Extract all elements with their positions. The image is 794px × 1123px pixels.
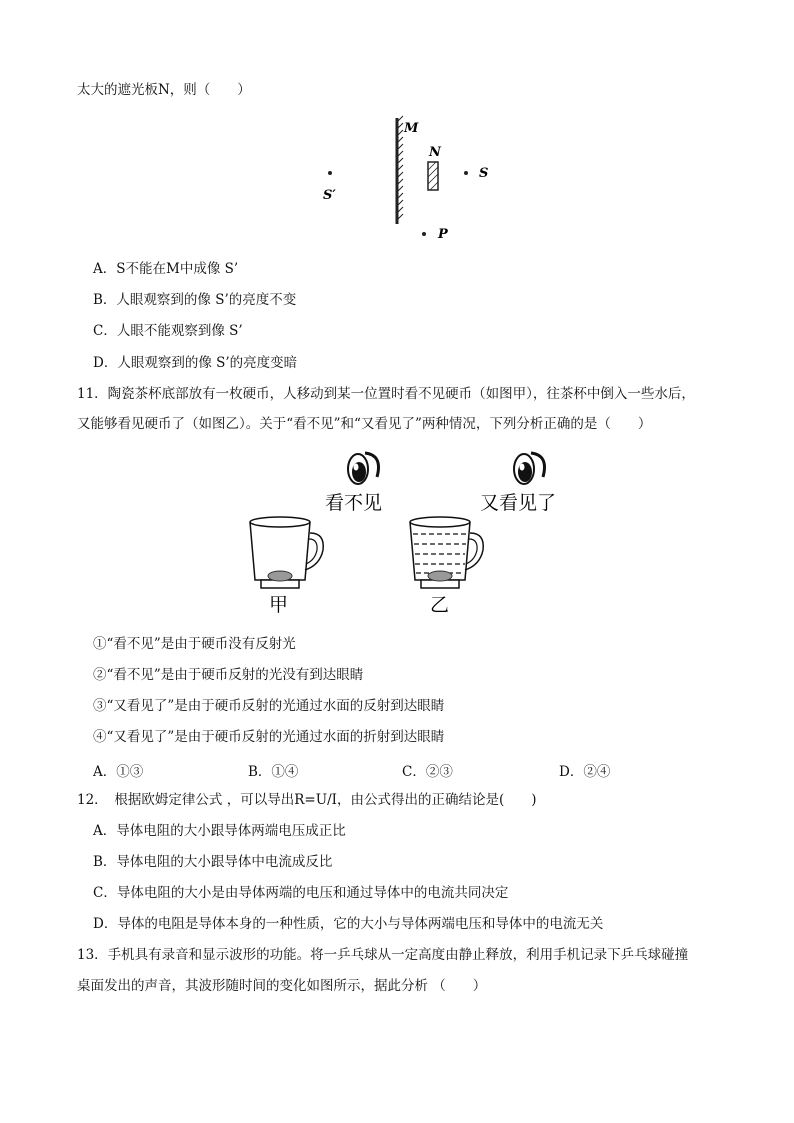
caption-right: 又看见了 [480, 492, 557, 514]
label-M: M [404, 121, 419, 136]
q10-mirror-figure [310, 112, 510, 247]
q11-statement-1: ①“看不见”是由于硬币没有反射光 [93, 636, 296, 652]
point-S [464, 171, 468, 175]
q11-option-a: A．①③ [93, 764, 144, 780]
coin [428, 571, 452, 581]
q12-option-a: A．导体电阻的大小跟导体两端电压成正比 [93, 823, 346, 839]
point-P [422, 232, 426, 236]
q12-option-c: C．导体电阻的大小是由导体两端的电压和通过导体中的电流共同决定 [93, 885, 509, 901]
label-jia: 甲 [269, 594, 289, 616]
q10-option-c: C．人眼不能观察到像 S’ [93, 323, 243, 339]
caption-left: 看不见 [325, 492, 383, 514]
q12-option-b: B．导体电阻的大小跟导体中电流成反比 [93, 854, 333, 870]
cup-jia [250, 517, 323, 588]
q11-statement-4: ④“又看见了”是由于硬币反射的光通过水面的折射到达眼睛 [93, 729, 445, 745]
q11-option-c: C．②③ [402, 764, 453, 780]
q12-option-d: D．导体的电阻是导体本身的一种性质，它的大小与导体两端电压和导体中的电流无关 [93, 916, 604, 932]
q11-cups-figure [225, 445, 585, 620]
q11-stem-line1: 11．陶瓷茶杯底部放有一枚硬币，人移动到某一位置时看不见硬币（如图甲），往茶杯中倒入一些水后， [77, 386, 695, 402]
q11-stem-line2: 又能够看见硬币了（如图乙）。关于“看不见”和“又看见了”两种情况，下列分析正确的是（ ） [77, 416, 652, 432]
label-S-prime: S′ [323, 188, 336, 203]
label-yi: 乙 [430, 594, 450, 616]
q13-stem-line2: 桌面发出的声音，其波形随时间的变化如图所示，据此分析 （ ） [77, 978, 487, 994]
q10-option-b: B．人眼观察到的像 S’的亮度不变 [93, 292, 297, 308]
label-P: P [438, 227, 448, 242]
label-N: N [429, 145, 441, 160]
q12-stem: 12． 根据欧姆定律公式 ，可以导出R=U/I，由公式得出的正确结论是( ) [77, 792, 537, 808]
cup-yi [410, 517, 483, 588]
eye-icon-left [348, 453, 379, 484]
coin [268, 571, 292, 581]
q11-statement-2: ②“看不见”是由于硬币反射的光没有到达眼睛 [93, 667, 364, 683]
eye-icon-right [514, 453, 545, 484]
point-S-prime [328, 171, 332, 175]
q11-option-b: B．①④ [248, 764, 299, 780]
q10-stem-tail: 太大的遮光板N，则（ ） [77, 82, 251, 98]
q11-statement-3: ③“又看见了”是由于硬币反射的光通过水面的反射到达眼睛 [93, 698, 445, 714]
q11-option-d: D．②④ [559, 764, 611, 780]
label-S: S [479, 166, 489, 181]
q13-stem-line1: 13．手机具有录音和显示波形的功能。将一乒乓球从一定高度由静止释放，利用手机记录下乒乓球碰撞 [77, 947, 689, 963]
q10-option-a: A．S不能在M中成像 S’ [93, 261, 239, 277]
q10-option-d: D．人眼观察到的像 S’的亮度变暗 [93, 355, 298, 371]
